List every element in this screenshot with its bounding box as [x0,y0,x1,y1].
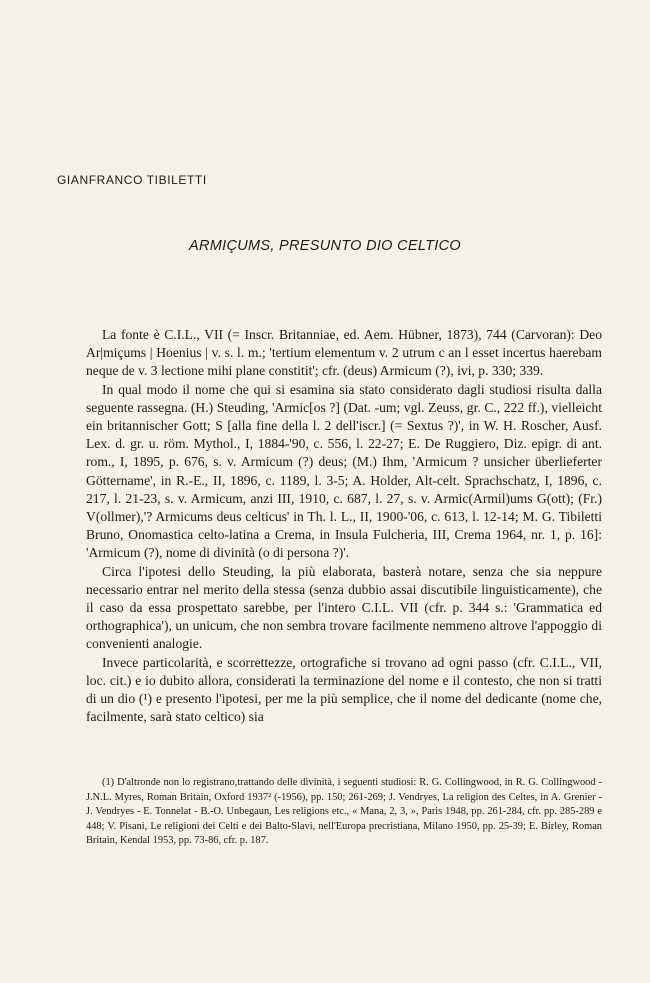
article-body [86,326,602,726]
footnote: (1) D'altronde non lo registrano,trattando delle divinità, i seguenti studiosi: R. G. Collingwood, in R. G. Collingwood - J.N.L. Myres, Roman Britain, Oxford 1937² (-1956), pp. 150; 261-269; J. Vendryes, La religion des Celtes, in A. Grenier - J. Vendryes - E. Tonnelat - B.-O. Unbegaun, Les religions etc., « Mana, 2, 3, », Paris 1948, pp. 261-284, cfr. pp. 285-289 e 448; V. Pisani, Le religioni dei Celti e dei Balto-Slavi, nell'Europa precristiana, Milano 1950, pp. 25-39; E. Birley, Roman Britain, Kendal 1953, pp. 73-86, cfr. p. 187. [86,777,602,847]
body-paragraph: La fonte è C.I.L., VII (= Inscr. Britanniae, ed. Aem. Hübner, 1873), 744 (Carvoran): Deo Ar|miçums | Hoenius | v. s. l. m.; 'tertium elementum v. 2 utrum c an l esset incertus haerebam neque de v. 3 lectione mihi plane constitit'; cfr. (deus) Armicum (?), ivi, p. 330; 339. [86,327,602,379]
body-paragraph: Circa l'ipotesi dello Steuding, la più elaborata, basterà notare, senza che sia neppure necessario entrar nel merito della stessa (senza dubbio assai discutibile linguisticamente), che il caso da essa prospettato sarebbe, per l'intero C.I.L. VII (cfr. p. 344 s.: 'Grammatica ed orthographica'), un unicum, che non sembra trovare facilmente nemmeno altrove l'appoggio di convenienti analogie. [86,563,602,652]
footnotes [86,776,602,849]
article-title: ARMIÇUMS, PRESUNTO DIO CELTICO [189,238,461,254]
author-name: GIANFRANCO TIBILETTI [57,173,207,187]
body-paragraph: In qual modo il nome che qui si esamina sia stato considerato dagli studiosi risulta dalla seguente rassegna. (H.) Steuding, 'Armic[os ?] (Dat. -um; vgl. Zeuss, gr. C., 222 ff.), vielleicht ein britannischer Gott; S [alla fine della l. 2 dell'iscr.] (= Sextus ?)', in W. H. Roscher, Ausf. Lex. d. gr. u. röm. Mythol., I, 1884-'90, c. 556, l. 22-27; E. De Ruggiero, Diz. epigr. di ant. rom., I, 1895, p. 676, s. v. Armicum (?) deus; (M.) Ihm, 'Armicum ? unsicher überlieferter Göttername', in R.-E., II, 1896, c. 1189, l. 3-5; A. Holder, Alt-celt. Sprachschatz, I, 1896, c. 217, l. 21-23, s. v. Armicum, anzi III, 1910, c. 687, l. 27, s. v. Armic(Armil)ums G(ott); (Fr.) V(ollmer),'? Armicums deus celticus' in Th. l. L., II, 1900-'06, c. 613, l. 12-14; M. G. Tibiletti Bruno, Onomastica celto-latina a Crema, in Insula Fulcheria, III, Crema 1964, nr. 1, p. 16]: 'Armicum (?), nome di divinità (o di persona ?)'. [86,381,602,561]
body-paragraph: Invece particolarità, e scorrettezze, ortografiche si trovano ad ogni passo (cfr. C.I.L., VII, loc. cit.) e io dubito allora, considerati la terminazione del nome e il contesto, che non si tratti di un dio (¹) e presento l'ipotesi, per me la più semplice, che il nome del dedicante (nome che, facilmente, sarà stato celtico) sia [86,654,602,725]
